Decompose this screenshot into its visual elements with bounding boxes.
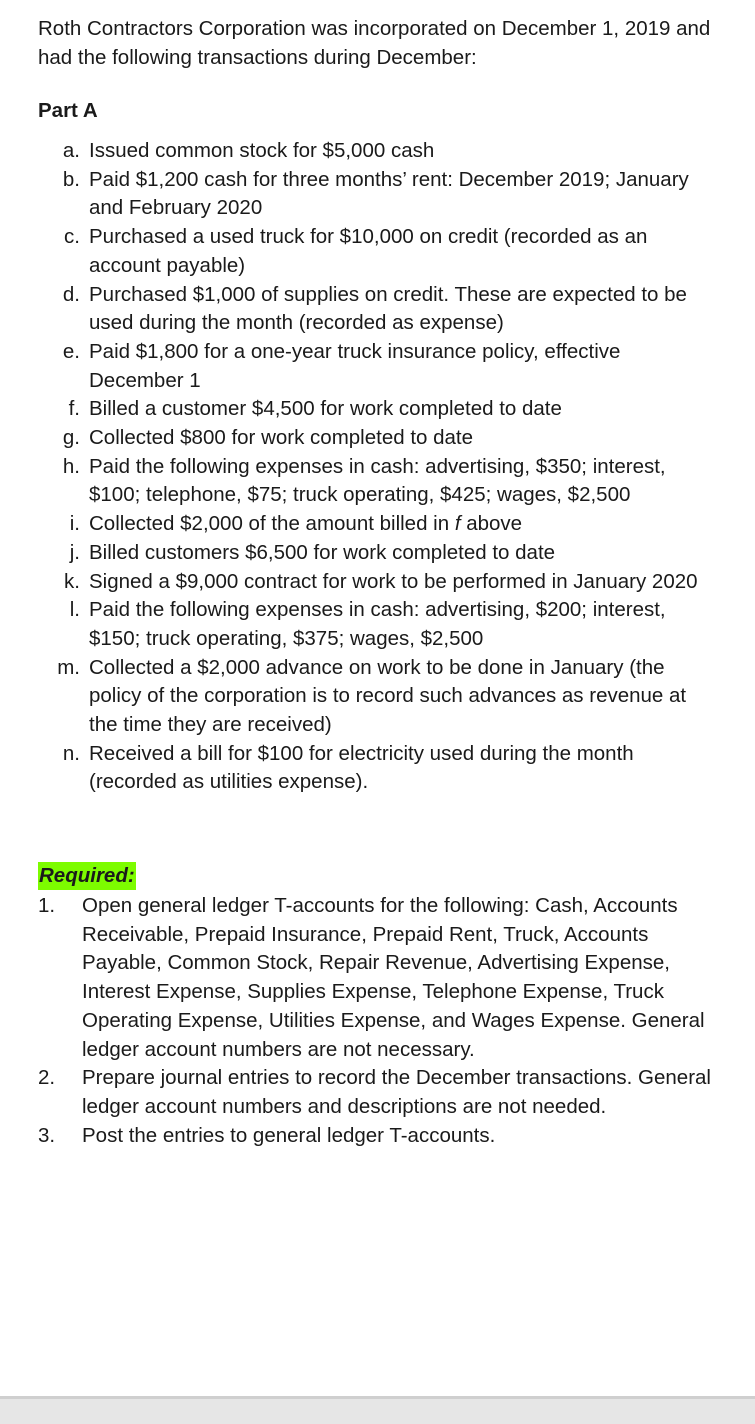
list-item-text: Paid the following expenses in cash: advertising, $200; interest, $150; truck operating, $375; wages, $2,500 <box>89 598 666 650</box>
list-item <box>0 137 699 166</box>
horizontal-scrollbar[interactable] <box>0 1396 755 1424</box>
list-marker: n. <box>62 741 80 765</box>
text-segment: above <box>460 512 523 536</box>
list-marker: d. <box>62 282 80 306</box>
list-marker: k. <box>64 569 80 593</box>
list-item <box>0 424 699 453</box>
list-marker: e. <box>62 339 80 363</box>
italic-reference: f <box>454 512 461 536</box>
list-item <box>0 453 699 510</box>
list-item-text: Purchased $1,000 of supplies on credit. These are expected to be used during the month (recorded as expense) <box>89 282 687 335</box>
list-marker: a. <box>62 139 80 162</box>
list-item-text: Billed a customer $4,500 for work completed to date <box>89 397 562 421</box>
list-marker: j. <box>69 540 80 564</box>
list-item <box>0 539 699 568</box>
list-marker: g. <box>62 426 80 450</box>
list-marker: m. <box>57 655 80 679</box>
list-item <box>0 596 699 653</box>
list-item-text: Signed a $9,000 contract for work to be performed in January 2020 <box>89 569 698 593</box>
list-item <box>0 338 699 395</box>
list-marker: b. <box>62 167 80 191</box>
list-item <box>0 166 699 223</box>
list-marker: 2. <box>38 1066 56 1090</box>
list-item-text: Post the entries to general ledger T-accounts. <box>82 1123 496 1147</box>
list-item-text: Received a bill for $100 for electricity used during the month (recorded as utilities expense). <box>89 741 634 794</box>
intro-paragraph: Roth Contractors Corporation was incorporated on December 1, 2019 and had the following transactions during December: <box>38 17 711 69</box>
list-item-text: Prepare journal entries to record the December transactions. General ledger account numbers and descriptions are not needed. <box>82 1066 711 1118</box>
list-marker: i. <box>69 512 80 536</box>
list-item <box>0 510 699 539</box>
list-item-text: Collected $800 for work completed to date <box>89 426 474 450</box>
list-marker: 1. <box>38 894 56 917</box>
list-item <box>0 1064 722 1121</box>
list-item <box>0 223 699 280</box>
list-item <box>0 654 699 740</box>
list-item-text: Paid the following expenses in cash: advertising, $350; interest, $100; telephone, $75; truck operating, $425; wages, $2,500 <box>89 454 666 507</box>
list-marker: h. <box>62 454 80 478</box>
requirements-list <box>0 892 755 1150</box>
text-segment: Collected $2,000 of the amount billed in <box>89 512 455 536</box>
part-a-heading: Part A <box>38 99 98 122</box>
list-item <box>0 1122 722 1151</box>
list-item-text: Purchased a used truck for $10,000 on credit (recorded as an account payable) <box>89 225 648 277</box>
list-marker: c. <box>64 225 80 249</box>
list-marker: 3. <box>38 1123 56 1147</box>
list-item-text: Billed customers $6,500 for work completed to date <box>89 540 556 564</box>
list-item <box>0 568 699 597</box>
list-marker: f. <box>68 397 80 421</box>
list-item-text: Collected a $2,000 advance on work to be done in January (the policy of the corporation is to record such advances as revenue at the time they are received) <box>89 655 687 737</box>
list-item-text: Open general ledger T-accounts for the following: Cash, Accounts Receivable, Prepaid Insurance, Prepaid Rent, Truck, Accounts Payable, Common Stock, Repair Revenue, Advertising Expense, Interest Expense, Supplies Expense, Telephone Expense, Truck Operating Expense, Utilities Expense, and Wages Expense. General ledger account numbers are not necessary. <box>82 894 705 1061</box>
list-item <box>0 281 699 338</box>
list-item-text <box>89 512 522 535</box>
list-item-text: Paid $1,800 for a one-year truck insurance policy, effective December 1 <box>89 339 621 392</box>
required-heading: Required: <box>38 862 136 890</box>
list-item <box>0 740 699 797</box>
list-item-text: Issued common stock for $5,000 cash <box>89 139 435 162</box>
list-item-text: Paid $1,200 cash for three months’ rent: December 2019; January and February 2020 <box>89 167 689 220</box>
list-marker: l. <box>69 598 80 622</box>
list-item <box>0 892 722 1064</box>
list-item <box>0 395 699 424</box>
transaction-list <box>0 137 755 797</box>
